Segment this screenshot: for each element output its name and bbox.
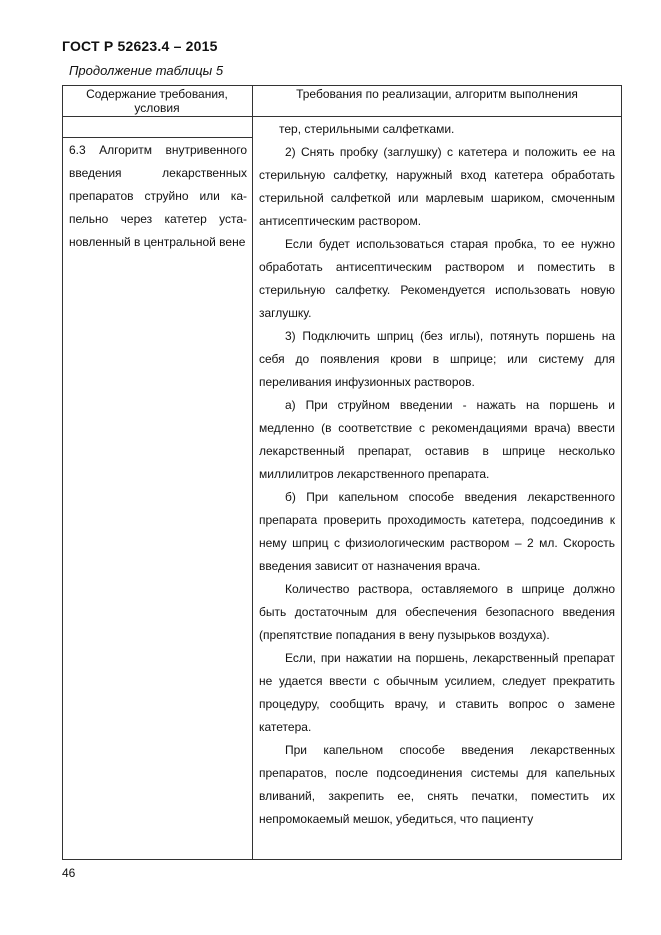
algorithm-paragraph: тер, стерильными салфетками. bbox=[279, 122, 455, 136]
page-number: 46 bbox=[62, 866, 76, 880]
algorithm-cell bbox=[259, 118, 615, 831]
document-code: ГОСТ Р 52623.4 – 2015 bbox=[62, 38, 218, 54]
algorithm-paragraph: а) При струйном введении - нажать на поршень и медленно (в соответствие с рекомендациями врача) ввести лекарственный препарат, оставив в шприце несколько миллилитров лекарственного препарата. bbox=[259, 398, 615, 481]
algorithm-paragraph: При капельном способе введения лекарственных препаратов, после подсоединения системы для капельных вливаний, закрепить ее, снять печатки, поместить их непромокаемый мешок, убедиться, что пациенту bbox=[259, 743, 615, 826]
header-implementation-algorithm: Требования по реализации, алгоритм выполнения bbox=[296, 87, 578, 101]
algorithm-paragraph: б) При капельном способе введения лекарственного препарата проверить проходимость катетера, подсоединив к нему шприц с физиологическим раствором – 2 мл. Скорость введения зависит от назначения врача. bbox=[259, 490, 615, 573]
algorithm-paragraph: 2) Снять пробку (заглушку) с катетера и положить ее на стерильную салфетку, наружный вход катетера обработать стерильной салфеткой или марлевым шариком, смоченным антисептическим раствором. bbox=[259, 145, 615, 228]
algorithm-paragraph: Количество раствора, оставляемого в шприце должно быть достаточным для обеспечения безопасного введения (препятствие попадания в вену пузырьков воздуха). bbox=[259, 582, 615, 642]
table-header-divider bbox=[62, 116, 622, 117]
algorithm-paragraph: 3) Подключить шприц (без иглы), потянуть поршень на себя до появления крови в шприце; или систему для переливания инфузионных растворов. bbox=[259, 329, 615, 389]
table-row-divider bbox=[62, 137, 252, 138]
requirement-cell: 6.3 Алгоритм внутривенного введения лекарственных препаратов струйно или капельно через катетер установленный в центральной вене bbox=[69, 143, 247, 249]
table-continuation-label: Продолжение таблицы 5 bbox=[69, 63, 224, 78]
algorithm-paragraph: Если будет использоваться старая пробка, то ее нужно обработать антисептическим раствором и поместить в стерильную салфетку. Рекомендуется использовать новую заглушку. bbox=[259, 237, 615, 320]
table-column-divider bbox=[252, 85, 253, 860]
header-requirement-content: Содержание требования, условия bbox=[86, 87, 228, 115]
algorithm-paragraph: Если, при нажатии на поршень, лекарственный препарат не удается ввести с обычным усилием, следует прекратить процедуру, сообщить врачу, и ставить вопрос о замене катетера. bbox=[259, 651, 615, 734]
